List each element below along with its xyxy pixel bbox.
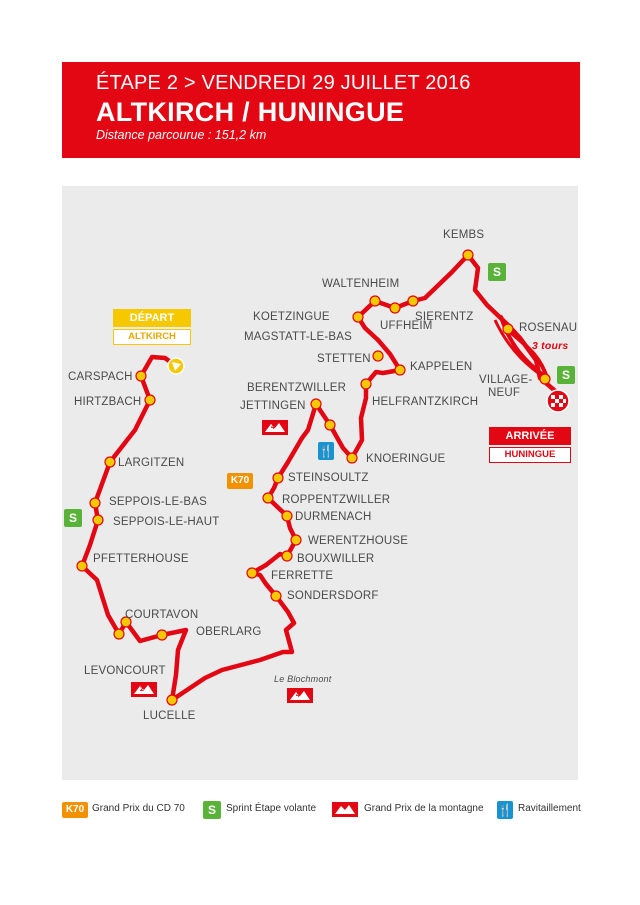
waypoint: [361, 379, 371, 389]
place-label: KAPPELEN: [410, 361, 473, 373]
finish-label: ARRIVÉE: [489, 427, 571, 445]
place-label: MAGSTATT-LE-BAS: [244, 331, 353, 343]
waypoint: [370, 296, 380, 306]
start-label: DÉPART: [113, 309, 191, 327]
legend-sprint-icon: S: [203, 801, 221, 819]
place-label: ROSENAU: [519, 322, 578, 334]
feed-icon: 🍴: [318, 444, 334, 458]
sprint-badge: S: [64, 509, 82, 527]
place-label: LARGITZEN: [118, 457, 185, 469]
waypoint: [145, 395, 155, 405]
stage-title: ÉTAPE 2 > VENDREDI 29 JUILLET 2016: [96, 72, 471, 94]
waypoint: [114, 629, 124, 639]
legend-sprint-label: Sprint Étape volante: [226, 803, 317, 814]
place-label: SEPPOIS-LE-BAS: [109, 496, 208, 508]
place-label: Le Blochmont: [274, 674, 332, 684]
place-label: WALTENHEIM: [322, 278, 400, 290]
place-label: BERENTZWILLER: [247, 382, 347, 394]
waypoint: [167, 695, 177, 705]
place-label: WERENTZHOUSE: [308, 535, 409, 547]
legend: [62, 800, 582, 820]
place-label: LEVONCOURT: [84, 665, 166, 677]
place-label: STEINSOULTZ: [288, 472, 369, 484]
legend-feed-label: Ravitaillement: [518, 803, 581, 814]
place-label: FERRETTE: [271, 570, 334, 582]
mountain-category: 4: [296, 692, 301, 699]
place-label: COURTAVON: [125, 609, 199, 621]
waypoint: [77, 561, 87, 571]
waypoint: [325, 420, 335, 430]
waypoint: [408, 296, 418, 306]
waypoint: [347, 453, 357, 463]
place-label: ROPPENTZWILLER: [282, 494, 391, 506]
waypoint: [282, 511, 292, 521]
place-label: STETTEN: [317, 353, 371, 365]
start-city: ALTKIRCH: [113, 329, 191, 345]
place-label: OBERLARG: [196, 626, 262, 638]
place-label: DURMENACH: [295, 511, 372, 523]
sprint-badge: S: [557, 366, 575, 384]
waypoint: [463, 250, 473, 260]
laps-label: 3 tours: [532, 340, 569, 352]
waypoint: [503, 324, 513, 334]
waypoint: [105, 457, 115, 467]
place-label: BOUXWILLER: [297, 553, 375, 565]
waypoint: [247, 568, 257, 578]
place-label: UFFHEIM: [380, 320, 433, 332]
legend-mountain-label: Grand Prix de la montagne: [364, 803, 484, 814]
mountain-category: 4: [271, 424, 276, 431]
place-label: SONDERSDORF: [287, 590, 379, 602]
place-label: HELFRANTZKIRCH: [372, 396, 479, 408]
waypoint: [395, 365, 405, 375]
place-label: KEMBS: [443, 229, 485, 241]
place-label: JETTINGEN: [240, 400, 306, 412]
waypoint: [136, 371, 146, 381]
waypoint: [540, 374, 550, 384]
waypoint: [157, 630, 167, 640]
place-label: HIRTZBACH: [74, 396, 142, 408]
place-label: SIERENTZ: [415, 311, 474, 323]
place-label: SEPPOIS-LE-HAUT: [113, 516, 220, 528]
distance-text: Distance parcourue : 151,2 km: [96, 128, 267, 142]
place-label: KOETZINGUE: [253, 311, 330, 323]
waypoint: [90, 498, 100, 508]
sprint-badge: S: [488, 263, 506, 281]
waypoint: [93, 515, 103, 525]
legend-feed-icon: 🍴: [497, 803, 513, 817]
waypoint: [373, 351, 383, 361]
waypoint: [282, 551, 292, 561]
legend-k70-icon: K70: [62, 802, 88, 818]
place-label: LUCELLE: [143, 710, 196, 722]
finish-city: HUNINGUE: [489, 447, 571, 463]
place-label: KNOERINGUE: [366, 453, 446, 465]
place-label: PFETTERHOUSE: [93, 553, 189, 565]
waypoint: [273, 473, 283, 483]
waypoint: [263, 493, 273, 503]
mountain-category: 2: [140, 686, 145, 693]
waypoint: [271, 591, 281, 601]
waypoint: [390, 303, 400, 313]
waypoint: [291, 535, 301, 545]
waypoint: [311, 399, 321, 409]
waypoint: [353, 312, 363, 322]
legend-k70-label: Grand Prix du CD 70: [92, 803, 185, 814]
place-label: NEUF: [488, 387, 521, 399]
place-label: VILLAGE-: [479, 374, 533, 386]
route-title: ALTKIRCH / HUNINGUE: [96, 97, 405, 127]
place-label: CARSPACH: [68, 371, 133, 383]
k70-badge: K70: [227, 473, 253, 489]
